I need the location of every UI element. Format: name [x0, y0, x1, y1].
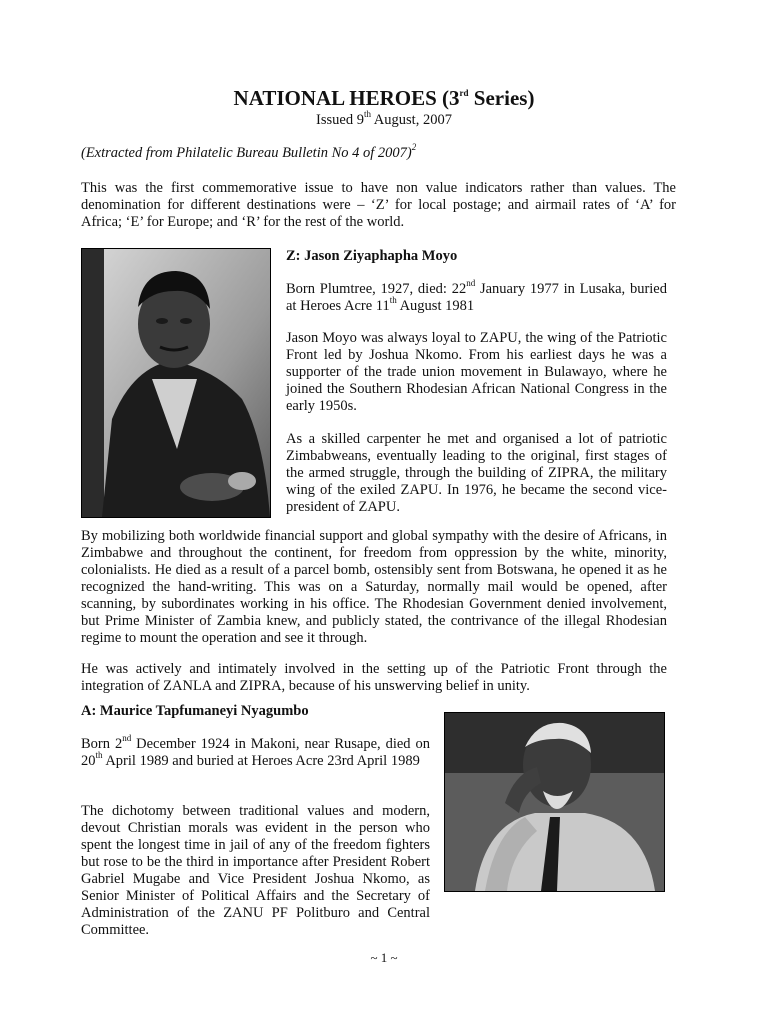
issue-date-pre: Issued 9	[316, 112, 364, 128]
title-superscript: rd	[459, 88, 469, 98]
moyo-heading: Z: Jason Ziyaphapha Moyo	[286, 248, 458, 264]
jason-moyo-photo	[81, 248, 271, 518]
nyagumbo-born-sup1: nd	[122, 733, 132, 744]
moyo-born-sup2: th	[389, 295, 397, 306]
footnote-marker: 2	[411, 142, 417, 153]
nyagumbo-born-c: April 1989 and buried at Heroes Acre 23rd April 1989	[102, 753, 420, 769]
portrait-image	[445, 713, 664, 891]
page-title	[0, 86, 768, 111]
moyo-death-paragraph: By mobilizing both worldwide financial support and global sympathy with the desire of Africans, in Zimbabwe and throughout the continent, for freedom from oppression by the white, minority, colonialists. He died as a result of a parcel bomb, ostensibly sent from Botswana, he opened it as he recognized the hand-writing. This was on a Saturday, normally mail would be opened, after scanning, by subordinates working in his office. The Rhodesian Government denied involvement, but Prime Minister of Zambia knew, and publicly stated, the contrivance of the illegal Rhodesian regime to mount the operation and see it through.	[81, 528, 667, 646]
moyo-loyalty-paragraph: Jason Moyo was always loyal to ZAPU, the wing of the Patriotic Front led by Joshua Nkomo. From his earliest days he was a supporter of the trade union movement in Bulawayo, where he joined the Southern Rhodesian African National Congress in the early 1950s.	[286, 330, 667, 414]
moyo-carpenter-paragraph: As a skilled carpenter he met and organised a lot of patriotic Zimbabweans, eventually leading to the original, first stages of the armed struggle, through the building of ZIPRA, the military wing of the exiled ZAPU. In 1976, he became the second vice-president of ZAPU.	[286, 431, 667, 515]
portrait-image	[82, 249, 270, 517]
nyagumbo-born-a: Born 2	[81, 736, 123, 752]
nyagumbo-dichotomy-paragraph: The dichotomy between traditional values and modern, devout Christian morals was evident in the person who spent the longest time in jail of any of the freedom fighters but rose to be the third in importance after President Robert Gabriel Mugabe and Vice President Joshua Nkomo, as Senior Minister of Political Affairs and the Secretary of Administration of the ZANU PF Politburo and Central Committee.	[81, 803, 430, 938]
moyo-born-b: January 1977 in Lusaka, buried at Heroes Acre 11	[286, 281, 667, 314]
source-note-text: (Extracted from Philatelic Bureau Bulletin No 4 of 2007)	[81, 145, 412, 161]
nyagumbo-heading: A: Maurice Tapfumaneyi Nyagumbo	[81, 703, 309, 719]
page-number: ~ 1 ~	[370, 950, 398, 965]
source-note	[81, 142, 417, 162]
moyo-birth-paragraph	[286, 278, 667, 315]
moyo-born-c: August 1981	[396, 298, 475, 314]
moyo-unity-paragraph: He was actively and intimately involved in the setting up of the Patriotic Front through the integration of ZANLA and ZIPRA, because of his unswerving belief in unity.	[81, 661, 667, 694]
moyo-born-sup1: nd	[466, 278, 476, 289]
nyagumbo-birth-paragraph	[81, 733, 430, 770]
nyagumbo-born-sup2: th	[95, 750, 103, 761]
title-text: NATIONAL HEROES (3	[233, 86, 460, 110]
issue-date-post: August, 2007	[370, 112, 452, 128]
moyo-born-a: Born Plumtree, 1927, died: 22	[286, 281, 467, 297]
issue-date	[0, 109, 768, 129]
maurice-nyagumbo-photo	[444, 712, 665, 892]
issue-date-superscript: th	[363, 109, 371, 120]
intro-paragraph: This was the first commemorative issue to have non value indicators rather than values. The denomination for different destinations were – ‘Z’ for local postage; and airmail rates of ‘A’ for Africa; ‘E’ for Europe; and ‘R’ for the rest of the world.	[81, 180, 676, 230]
nyagumbo-born-b: December 1924 in Makoni, near Rusape, died on 20	[81, 736, 430, 769]
title-tail: Series)	[468, 86, 535, 110]
